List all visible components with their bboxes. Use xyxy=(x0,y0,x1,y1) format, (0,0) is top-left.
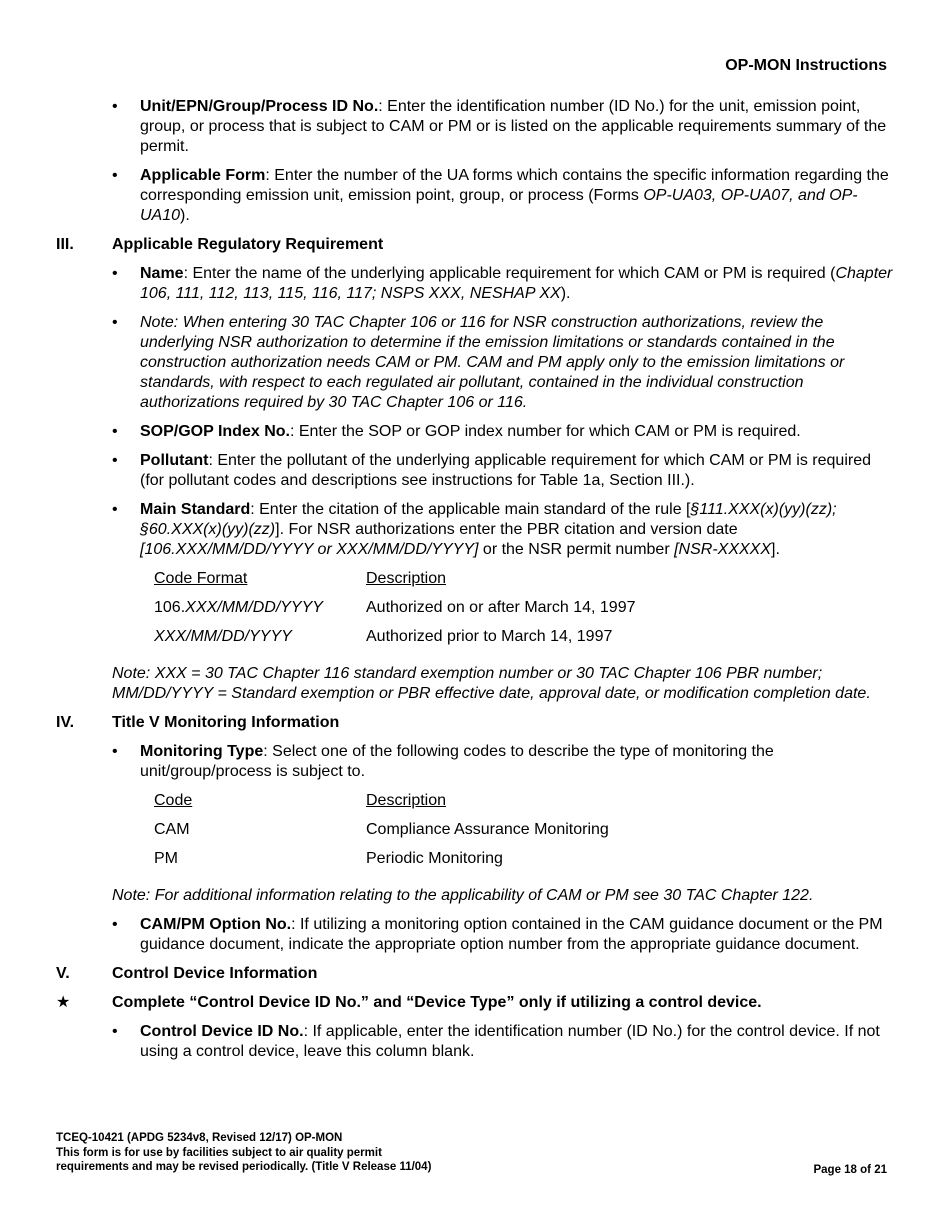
term-tail: ). xyxy=(180,207,190,224)
table-cell-description: Compliance Assurance Monitoring xyxy=(366,821,609,838)
term-description: Enter the name of the underlying applicable requirement for which CAM or PM is required ( xyxy=(192,265,836,282)
section-heading-v xyxy=(56,964,896,984)
table-row xyxy=(154,598,896,627)
note-xxx-definition: Note: XXX = 30 TAC Chapter 116 standard exemption number or 30 TAC Chapter 106 PBR number; MM/DD/YYYY = Standard exemption or PBR effective date, approval date, or modification completion date. xyxy=(112,665,871,702)
term-description: Enter the citation of the applicable main standard of the rule [ xyxy=(259,501,691,518)
table-cell-code: XXX/MM/DD/YYYY xyxy=(185,599,323,616)
section-number: IV. xyxy=(56,714,75,731)
table-header-row xyxy=(154,569,896,598)
term-italic: §111.XXX(x)(yy)(zz); §60.XXX(x)(yy)(zz) xyxy=(140,501,837,538)
term-italic: OP-UA03, OP-UA07, and OP-UA10 xyxy=(140,187,858,224)
bullet-icon: • xyxy=(112,167,118,184)
term-description: Enter the SOP or GOP index number for which CAM or PM is required. xyxy=(298,423,801,440)
bullet-main-standard xyxy=(56,500,896,560)
bullet-pollutant xyxy=(56,451,896,491)
term-tail: ). xyxy=(560,285,571,302)
table-cell-description: Periodic Monitoring xyxy=(366,850,503,867)
table-cell-code: PM xyxy=(154,850,178,867)
star-icon: ★ xyxy=(56,994,71,1011)
bullet-icon: • xyxy=(112,452,118,469)
term-italic: [NSR-XXXXX xyxy=(674,541,772,558)
term-label: SOP/GOP Index No. xyxy=(140,423,290,440)
note-text: Note: When entering 30 TAC Chapter 106 or 116 for NSR construction authorizations, review the underlying NSR authorization to determine if the emission limitations or standards contained in the construction authorization needs CAM or PM. CAM and PM apply only to the emission limitations or standards, with respect to each regulated air pollutant, contained in the individual construction authorizations required by 30 TAC Chapter 106 or 116. xyxy=(140,314,845,411)
column-header: Description xyxy=(366,570,447,587)
star-instruction xyxy=(56,993,896,1013)
bullet-icon: • xyxy=(112,98,118,115)
bullet-icon: • xyxy=(112,423,118,440)
bullet-unit-id xyxy=(56,97,896,157)
page-header-title: OP-MON Instructions xyxy=(725,57,887,74)
term-separator: : xyxy=(291,916,300,933)
term-description: Select one of the following codes to describe the type of monitoring the unit/group/process is subject to. xyxy=(140,743,774,780)
section-number: III. xyxy=(56,236,74,253)
term-label: Pollutant xyxy=(140,452,209,469)
table-cell-description: Authorized on or after March 14, 1997 xyxy=(366,599,636,616)
term-italic: Chapter 106, 111, 112, 113, 115, 116, 117; NSPS XXX, NESHAP XX xyxy=(140,265,893,302)
term-label: CAM/PM Option No. xyxy=(140,916,292,933)
footer-revision-line: requirements and may be revised periodically. (Title V Release 11/04) xyxy=(56,1161,432,1173)
term-description: If applicable, enter the identification number (ID No.) for the control device. If not using a control device, leave this column blank. xyxy=(140,1023,880,1060)
term-label: Main Standard xyxy=(140,501,251,518)
bullet-icon: • xyxy=(112,314,118,331)
star-instruction-text: Complete “Control Device ID No.” and “Device Type” only if utilizing a control device. xyxy=(112,994,762,1011)
bullet-icon: • xyxy=(112,916,118,933)
term-separator: : xyxy=(289,423,299,440)
code-format-table xyxy=(154,569,896,656)
table-cell-code: XXX/MM/DD/YYYY xyxy=(154,628,292,645)
column-header: Description xyxy=(366,792,447,809)
table-cell-code: 106. xyxy=(154,599,186,616)
term-description: ]. For NSR authorizations enter the PBR citation and version date xyxy=(275,521,738,538)
section-heading-iii xyxy=(56,235,896,255)
term-label: Unit/EPN/Group/Process ID No. xyxy=(140,98,379,115)
page-footer xyxy=(56,1131,431,1175)
bullet-applicable-form xyxy=(56,166,896,226)
term-separator: : xyxy=(208,452,218,469)
bullet-note-nsr xyxy=(56,313,896,413)
term-label: Name xyxy=(140,265,184,282)
table-row xyxy=(154,627,896,656)
bullet-icon: • xyxy=(112,743,118,760)
term-label: Monitoring Type xyxy=(140,743,264,760)
term-separator: : xyxy=(378,98,388,115)
table-cell-description: Authorized prior to March 14, 1997 xyxy=(366,628,613,645)
term-separator: : xyxy=(303,1023,313,1040)
table-cell-code: CAM xyxy=(154,821,190,838)
term-description: Enter the pollutant of the underlying applicable requirement for which CAM or PM is required (for pollutant codes and descriptions see instructions for Table 1a, Section III.). xyxy=(140,452,871,489)
section-title: Control Device Information xyxy=(112,965,318,982)
page-number: Page 18 of 21 xyxy=(813,1164,887,1176)
section-title: Applicable Regulatory Requirement xyxy=(112,236,384,253)
term-label: Control Device ID No. xyxy=(140,1023,304,1040)
bullet-icon: • xyxy=(112,1023,118,1040)
term-tail: ]. xyxy=(771,541,780,558)
term-separator: : xyxy=(263,743,273,760)
section-title: Title V Monitoring Information xyxy=(112,714,340,731)
table-header-row xyxy=(154,791,896,820)
term-description: or the NSR permit number xyxy=(478,541,675,558)
table-row xyxy=(154,849,896,878)
footer-form-id: TCEQ-10421 (APDG 5234v8, Revised 12/17) OP-MON xyxy=(56,1132,343,1144)
document-body xyxy=(56,97,896,1071)
note-cam-pm: Note: For additional information relating to the applicability of CAM or PM see 30 TAC Chapter 122. xyxy=(112,887,814,904)
term-label: Applicable Form xyxy=(140,167,266,184)
bullet-control-device-id xyxy=(56,1022,896,1062)
term-separator: : xyxy=(250,501,260,518)
bullet-icon: • xyxy=(112,265,118,282)
term-description: Enter the number of the UA forms which contains the specific information regarding the corresponding emission unit, emission point, group, or process (Forms xyxy=(140,167,889,204)
column-header: Code xyxy=(154,792,193,809)
monitoring-code-table xyxy=(154,791,896,878)
table-row xyxy=(154,820,896,849)
term-separator: : xyxy=(265,167,275,184)
term-description: If utilizing a monitoring option contained in the CAM guidance document or the PM guidance document, indicate the appropriate option number from the appropriate guidance document. xyxy=(140,916,883,953)
bullet-monitoring-type xyxy=(56,742,896,782)
bullet-name xyxy=(56,264,896,304)
bullet-sop-gop xyxy=(56,422,896,442)
bullet-cam-pm-option xyxy=(56,915,896,955)
footer-usage-line: This form is for use by facilities subject to air quality permit xyxy=(56,1146,382,1159)
section-heading-iv xyxy=(56,713,896,733)
term-description: Enter the identification number (ID No.) for the unit, emission point, group, or process that is subject to CAM or PM or is listed on the applicable requirements summary of the permit. xyxy=(140,98,887,155)
section-number: V. xyxy=(56,965,70,982)
term-italic: [106.XXX/MM/DD/YYYY or XXX/MM/DD/YYYY] xyxy=(140,541,479,558)
column-header: Code Format xyxy=(154,570,248,587)
term-separator: : xyxy=(183,265,193,282)
bullet-icon: • xyxy=(112,501,118,518)
